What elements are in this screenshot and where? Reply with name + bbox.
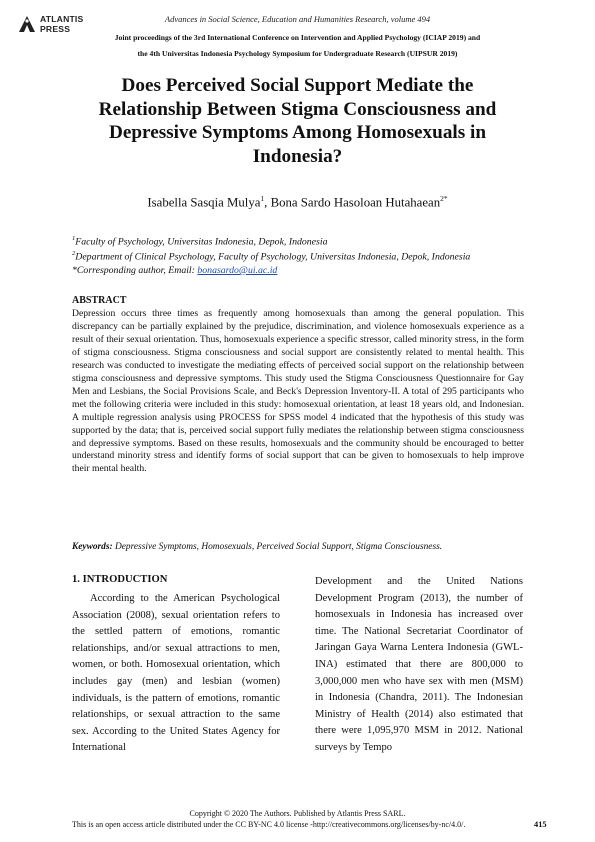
section-heading-introduction: 1. INTRODUCTION bbox=[72, 574, 168, 585]
paper-title: Does Perceived Social Support Mediate the Relationship Between Stigma Consciousness and Depressive Symptoms Among Homosexuals in Indonesia? bbox=[98, 75, 497, 167]
email-link[interactable]: bonasardo@ui.ac.id bbox=[197, 265, 278, 276]
proceedings-line-1: Joint proceedings of the 3rd International Conference on Intervention and Applied Psychology (ICIAP 2019) and bbox=[114, 33, 481, 42]
affiliation-2 bbox=[72, 250, 470, 262]
introduction-right-column: Development and the United Nations Development Program (2013), the number of homosexuals in Indonesia has increased over time. The National Secretariat Coordinator of Jaringan Gaya Warna Lentera Indonesia (GWL-INA) estimated that there are 800,000 to 3,000,000 men who have sex with men (MSM) in Indonesia (Chandra, 2011). The Indonesian Ministry of Health (2014) also estimated that there were 1,095,970 MSM in 2012. National surveys by Tempo bbox=[315, 576, 523, 753]
keywords-text: Depressive Symptoms, Homosexuals, Perceived Social Support, Stigma Consciousness. bbox=[114, 542, 443, 552]
proceedings-line-2: the 4th Universitas Indonesia Psychology Symposium for Undergraduate Research (UIPSUR 2019) bbox=[137, 49, 458, 58]
author-1-affil-mark: 1 bbox=[260, 194, 265, 203]
series-title: Advances in Social Science, Education and Humanities Research, volume 494 bbox=[164, 14, 431, 24]
affiliation-1-text: Faculty of Psychology, Universitas Indonesia, Depok, Indonesia bbox=[75, 236, 328, 248]
logo-line-1: ATLANTIS bbox=[40, 14, 84, 24]
affiliation-2-mark: 2 bbox=[72, 250, 76, 257]
author-separator: , bbox=[264, 195, 271, 210]
affiliation-2-text: Department of Clinical Psychology, Faculty of Psychology, Universitas Indonesia, Depok, Indonesia bbox=[75, 251, 471, 263]
keywords bbox=[72, 542, 542, 552]
footer-license: This is an open access article distributed under the CC BY-NC 4.0 license -http://creativecommons.org/licenses/by-nc/4.0/. bbox=[72, 820, 466, 829]
author-list bbox=[0, 194, 595, 210]
abstract-body: Depression occurs three times as frequently among homosexuals than among the general population. This discrepancy can be partially explained by the prejudice, discrimination, and violence homosexuals experience as a result of their sexual orientation. Thus, homosexuals experience a specific stressor, called minority stress, in the form of stigma consciousness. Stigma consciousness and social support are consistently related to mental health. This research was conducted to investigate the mediating effects of perceived social support on the relationship between stigma consciousness and depressive symptoms. This study used the Stigma Consciousness Questionnaire for Gay Men and Lesbians, the Social Provisions Scale, and Beck's Depression Inventory-II. A total of 295 participants who met the following criteria were included in this study: homosexual orientation, at least 18 years old, and Indonesian. A multiple regression analysis using PROCESS for SPSS model 4 indicated that the hypothesis of this study was supported by the data; that is, perceived social support fully mediates the relationship between stigma consciousness and depressive symptoms. Based on these results, homosexuals and the community should be encouraged to better understand minority stress and identify forms of social support that can be given to homosexuals to help improve their mental health. bbox=[72, 308, 524, 475]
author-1-name: Isabella Sasqia Mulya bbox=[147, 195, 261, 210]
footer-copyright: Copyright © 2020 The Authors. Published by Atlantis Press SARL. bbox=[189, 809, 406, 818]
logo-line-2: PRESS bbox=[40, 24, 71, 34]
corresponding-author bbox=[72, 265, 277, 276]
affiliation-1-mark: 1 bbox=[72, 235, 76, 242]
author-2-affil-mark: 2* bbox=[440, 194, 448, 203]
keywords-label: Keywords: bbox=[72, 542, 113, 552]
corresponding-label: *Corresponding author, Email: bbox=[72, 265, 198, 276]
introduction-left-column: According to the American Psychological Association (2008), sexual orientation refers to the settled pattern of emotions, romantic relationships, and/or sexual attractions to men, women, or both. Homosexual orientation, which includes gay (men) and lesbian (women) individuals, is the pattern of emotions, romantic relationships, or sexual attraction to the same sex. According to the United States Agency for International bbox=[72, 593, 280, 754]
page-number: 415 bbox=[534, 820, 547, 829]
author-2-name: Bona Sardo Hasoloan Hutahaean bbox=[270, 195, 441, 210]
abstract-heading: ABSTRACT bbox=[72, 295, 127, 306]
affiliation-1 bbox=[72, 235, 327, 247]
